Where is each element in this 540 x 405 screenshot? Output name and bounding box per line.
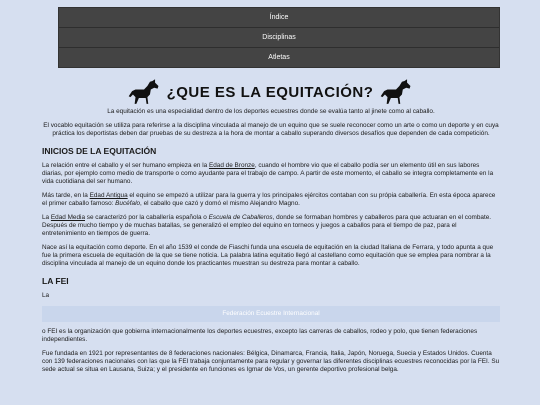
text: , donde se formaban hombres y caballeros para que actuaran en el combate. Después de mucho tiempo y de muchas batallas, se generalizó el empleo del equino en torneos y juegos a caballos para el tiempo de paz, para el entretenimiento en tiempos de guerra. [42, 214, 492, 237]
text: La relación entre el caballo y el ser humano empieza en la [42, 162, 209, 169]
text: se caracterizó por la caballería española o [85, 214, 209, 221]
text: , el caballo que cazó y domó el mismo Alejandro Magno. [140, 200, 300, 207]
fei-paragraph: Fue fundada en 1921 por representantes de 8 federaciones nacionales: Bélgica, Dinamarca, Francia, Italia, Japón, Noruega, Suecia y Estados Unidos. Cuenta con 139 federaciones nacionales con las que la FEI trabaja conjuntamente para regular y governar las diferentes disciplinas ecuestres reconocidas por la FEI. Su sede actual se situa en Lausana, Suiza; y el presidente en funciones es Igmar de Vos, un gerente deportivo profesional belga. [42, 350, 500, 373]
link-edad-media[interactable]: Edad Media [50, 214, 85, 221]
nav-item-atletas[interactable]: Atletas [268, 54, 290, 61]
main-content [42, 108, 500, 380]
section-heading-fei: LA FEI [42, 276, 69, 286]
italic-text: Escuela de Caballeros [208, 214, 273, 221]
origins-paragraph [42, 162, 500, 186]
text: , cuando el hombre vio que el caballo podía ser un elemento útil en sus labores diarias, por ejemplo como medio de transporte o como ayudante para el trabajo de campo. A partir de este momento, el caballo se integra completamente en la vida cuotidiana del ser humano. [42, 162, 494, 185]
nav-item-disciplinas[interactable]: Disciplinas [59, 28, 499, 48]
fei-paragraph: o FEI es la organización que gobierna internacionalmente los deportes ecuestres, excepto las carreras de caballos, rodeo y polo, que tienen federaciones independientes. [42, 328, 478, 343]
link-edad-de-bronze[interactable]: Edad de Bronze [208, 162, 255, 169]
text: La [42, 214, 51, 221]
italic-text: Bucéfalo [115, 200, 141, 207]
origins-paragraph [42, 192, 500, 208]
origins-paragraph [42, 214, 500, 238]
page-title: ¿QUE ES LA EQUITACIÓN? [166, 83, 374, 101]
origins-paragraph: Nace así la equitación como deporte. En el año 1539 el conde de Fiaschi funda una escuela de equitación en la ciudad Italiana de Ferrara, y todo apunta a que fue la primera escuela de equitación de la que se tiene noticia. La palabra latina equitatio llegó al castellano como equitación que se emplea para nombrar a la disciplina vinculada al manejo de un equino donde los practicantes muestran su destreza para montar a caballo. [42, 244, 494, 267]
nav-item-indice[interactable]: Índice [59, 8, 499, 28]
link-edad-antigua[interactable]: Edad Antigua [89, 192, 128, 199]
main-nav [58, 7, 500, 68]
fei-lead: La [42, 292, 50, 299]
horse-icon [127, 78, 161, 106]
page-header [0, 78, 540, 106]
text: el equino se empezó a utilizar para la guerra y los principales ejércitos contaban con su própia caballería. En esta época aparece el primer caballo famoso: [42, 192, 496, 207]
section-heading-inicios: INICIOS DE LA EQUITACIÓN [42, 146, 157, 156]
fei-name-banner: Federación Ecuestre Internacional [42, 306, 500, 322]
text: Más tarde, en la [42, 192, 90, 199]
intro-paragraph: La equitación es una especialidad dentro de los deportes ecuestres donde se evalúa tanto al jinete como al caballo. [107, 108, 435, 115]
horse-icon [379, 78, 413, 106]
intro-paragraph: El vocablo equitación se utiliza para referirse a la disciplina vinculada al manejo de un equino que se suele reconocer como un arte o como un deporte y en cuya práctica los deportistas deben dar pruebas de su destreza a la hora de montar a caballo superando diversos desafíos que dependen de cada competición. [43, 122, 499, 137]
